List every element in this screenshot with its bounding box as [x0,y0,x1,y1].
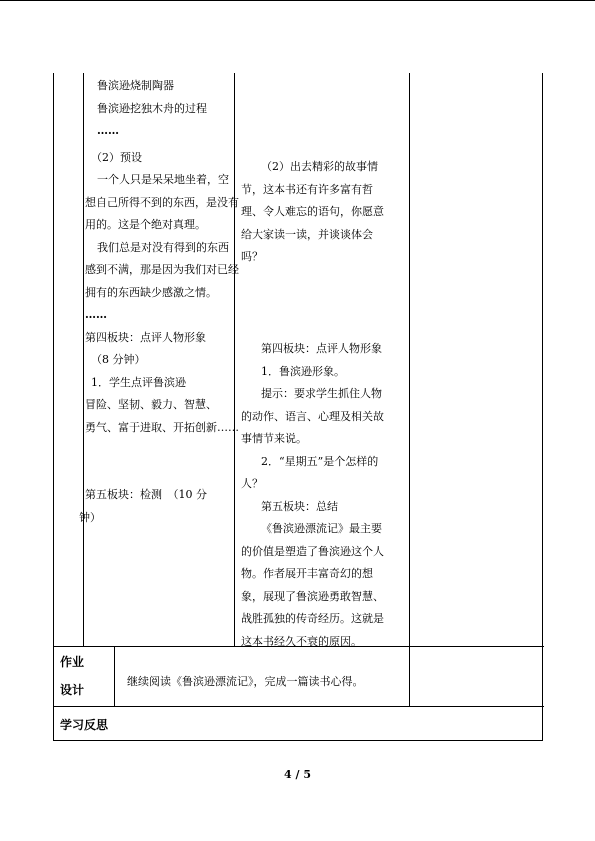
page-number: 4 / 5 [284,768,311,781]
homework-label-line2: 设计 [60,683,85,697]
text-line [241,314,401,337]
page-top-rule [0,0,595,1]
text-line: 给大家读一读，并谈谈体会 [241,227,373,241]
text-line [241,269,401,292]
text-line: 战胜孤独的传奇经历。这就是 [241,612,384,625]
col-divider-3 [409,73,410,706]
text-line: 人？ [241,477,263,490]
text-line: 我们总是对没有得到的东西 [97,240,229,254]
text-line: 钟） [79,510,101,524]
text-line: （8 分钟） [91,353,146,366]
text-line: …… [97,124,119,137]
text-line: 第五板块：总结 [261,499,338,513]
text-line: 2．“星期五”是个怎样的 [261,454,379,468]
lesson-content-cell [79,75,265,529]
text-line: 拥有的东西缺少感激之情。 [85,285,217,299]
text-line: …… [85,308,107,321]
text-line: 勇气、富于进取、开拓创新…… [85,420,239,434]
text-line: 物。作者展开丰富奇幻的想 [241,567,373,580]
reflection-label: 学习反思 [60,718,109,732]
guidance-cell [241,156,401,653]
text-line: 的动作、语言、心理及相关故 [241,409,384,423]
text-line: 事情节来说。 [241,432,307,445]
text-line: 用的。这是个绝对真理。 [85,218,206,231]
text-line [241,291,401,314]
text-line: 吗？ [241,250,263,263]
text-line: 象，展现了鲁滨逊勇敢智慧、 [241,589,384,603]
text-line: 感到不满，那是因为我们对已经 [85,263,239,276]
homework-text: 继续阅读《鲁滨逊漂流记》，完成一篇读书心得。 [127,675,364,688]
text-line: 提示：要求学生抓住人物 [261,387,382,400]
text-line: 鲁滨逊挖独木舟的过程 [97,101,207,115]
text-line: 一个人只是呆呆地坐着，空 [97,173,229,186]
text-line: 1．鲁滨逊形象。 [261,364,345,378]
text-line: 节，这本书还有许多富有哲 [241,182,373,196]
text-line: 1．学生点评鲁滨逊 [91,375,186,389]
text-line: 理、令人难忘的语句，你愿意 [241,205,384,218]
row-divider-reflection [54,706,544,707]
homework-divider [114,646,115,706]
text-line: 想自己所得不到的东西，是没有 [85,195,239,209]
text-line: 第四板块：点评人物形象 [85,330,206,344]
homework-label-line1: 作业 [60,655,85,669]
text-line: 第四板块：点评人物形象 [261,342,382,355]
lesson-plan-table [53,73,543,741]
text-line: 鲁滨逊烧制陶器 [97,79,174,92]
text-line: 这本书经久不衰的原因。 [241,634,362,648]
text-line: 第五板块：检测 （10 分 [85,488,207,501]
text-line: （2）预设 [91,150,142,164]
text-line: （2）出去精彩的故事情 [261,160,378,173]
text-line: 的价值是塑造了鲁滨逊这个人 [241,544,384,558]
text-line: 《鲁滨逊漂流记》最主要 [261,522,382,535]
text-line [85,462,265,485]
col-divider-1 [83,73,84,646]
text-line: 冒险、坚韧、毅力、智慧、 [85,398,217,411]
text-line [85,439,265,462]
